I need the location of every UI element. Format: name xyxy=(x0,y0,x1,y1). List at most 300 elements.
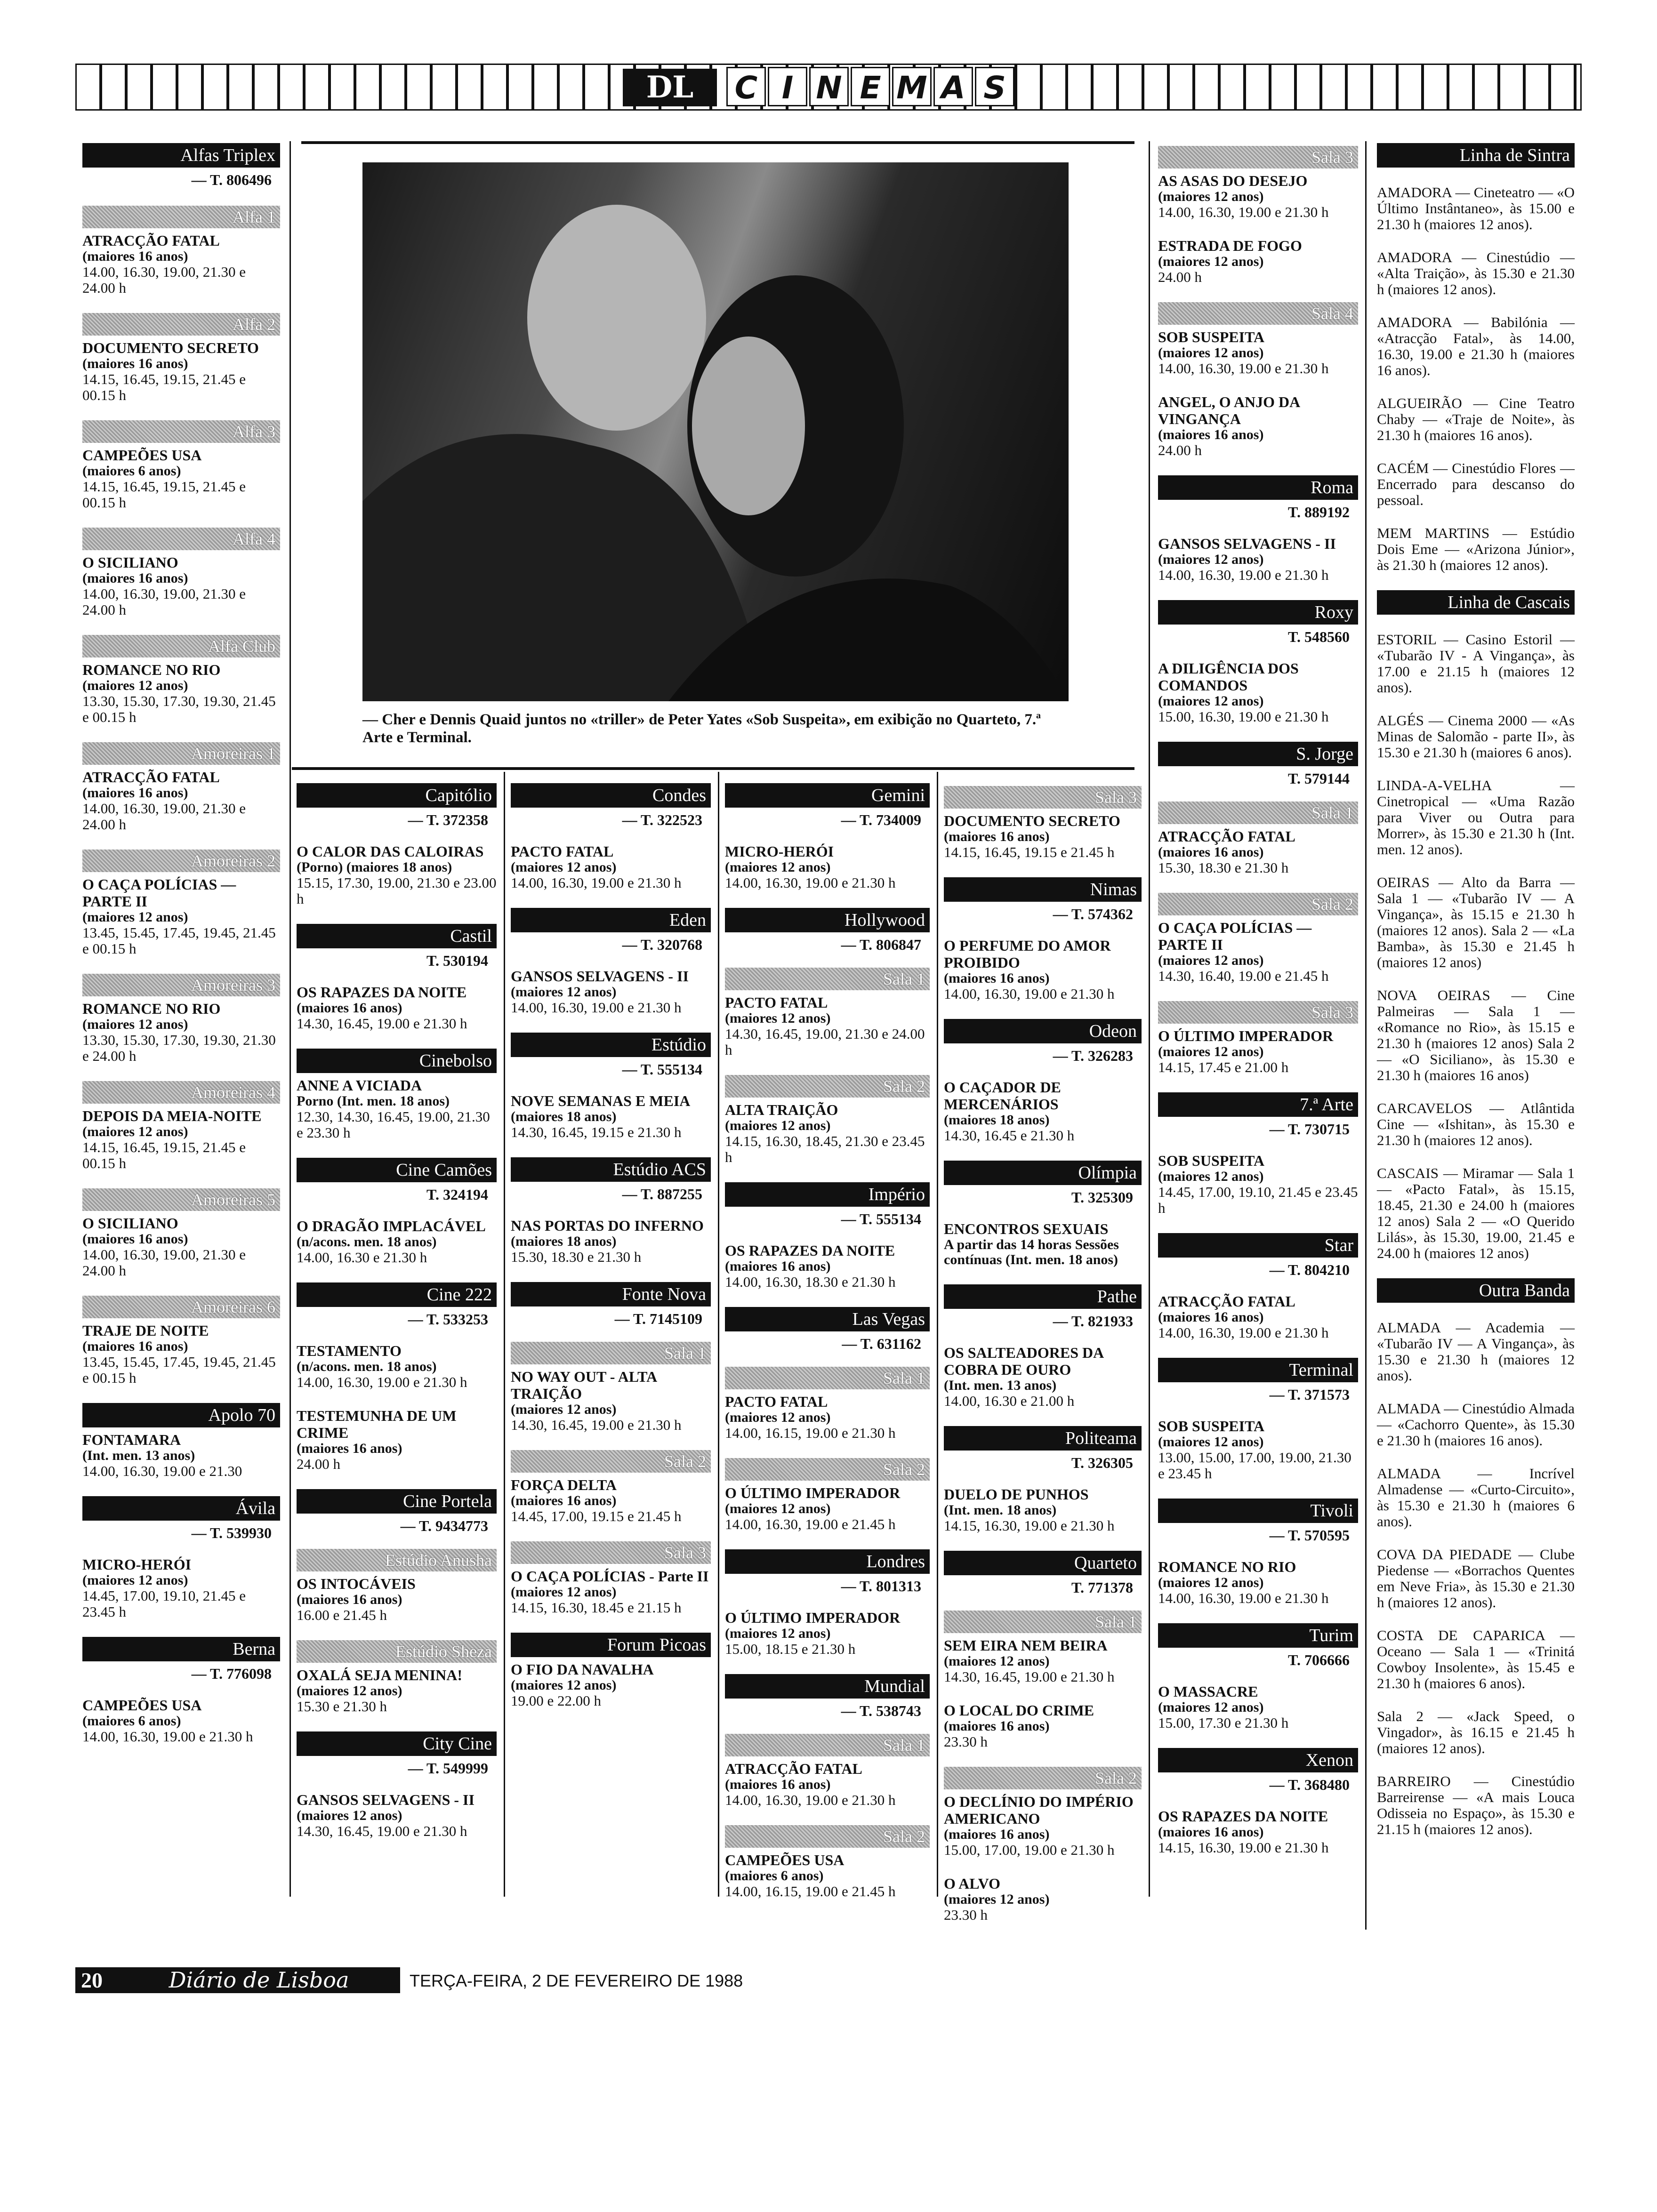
film-title: O FIO DA NAVALHA xyxy=(511,1661,654,1678)
film-title: OS INTOCÁVEIS xyxy=(297,1575,416,1592)
listing-entry xyxy=(1377,249,1575,297)
listing-entry xyxy=(297,1640,497,1715)
film-title: CAMPEÕES USA xyxy=(725,1851,845,1868)
listing-entry xyxy=(1377,1278,1575,1303)
room-header: Sala 2 xyxy=(944,1767,1142,1789)
age-rating: (maiores 12 anos) xyxy=(725,1118,831,1133)
age-rating: (maiores 18 anos) xyxy=(511,1109,617,1124)
listing-column-4 xyxy=(725,777,930,1916)
listing-entry xyxy=(1377,184,1575,232)
regional-listing: ESTORIL — Casino Estoril — «Tubarão IV - A Vingança», às 17.00 e 21.15 h (maiores 12 anos). xyxy=(1377,631,1575,696)
cinema-header: Castil xyxy=(297,924,497,948)
phone-number: — T. 806847 xyxy=(841,936,921,953)
regional-listing: ALGÉS — Cinema 2000 — «As Minas de Salomão - parte II», às 15.30 e 21.30 h (maiores 6 anos). xyxy=(1377,712,1575,761)
film-title: SOB SUSPEITA xyxy=(1158,329,1265,345)
cinema-header: Xenon xyxy=(1158,1748,1358,1772)
room-header: Alfa 3 xyxy=(82,420,280,443)
listing-entry xyxy=(82,528,280,618)
film-title: O ÚLTIMO IMPERADOR xyxy=(725,1484,901,1501)
age-rating: (maiores 12 anos) xyxy=(82,909,188,925)
age-rating: (maiores 16 anos) xyxy=(944,1827,1050,1842)
showtimes: 14.00, 16.30, 19.00 e 21.30 h xyxy=(1158,1590,1329,1606)
listing-entry xyxy=(1158,1092,1358,1216)
regional-listing: AMADORA — Cinestúdio — «Alta Traição», às 15.30 e 21.30 h (maiores 12 anos). xyxy=(1377,249,1575,297)
age-rating: (maiores 12 anos) xyxy=(82,678,188,693)
cinema-header: Fonte Nova xyxy=(511,1282,711,1306)
showtimes: 14.15, 16.45, 19.15 e 21.45 h xyxy=(944,844,1115,860)
film-title: DOCUMENTO SECRETO xyxy=(944,812,1120,829)
showtimes: 13.30, 15.30, 17.30, 19.30, 21.30 e 24.00 h xyxy=(82,1032,276,1064)
room-header: Alfa 2 xyxy=(82,313,280,336)
listing-entry xyxy=(725,1307,930,1441)
listing-entry xyxy=(511,783,711,891)
film-title: ANNE A VICIADA xyxy=(297,1077,422,1094)
listing-entry xyxy=(1158,1358,1358,1482)
regional-listing: MEM MARTINS — Estúdio Dois Eme — «Arizona Júnior», às 21.30 h (maiores 12 anos). xyxy=(1377,525,1575,573)
showtimes: 13.00, 15.00, 17.00, 19.00, 21.30 e 23.45 h xyxy=(1158,1449,1351,1482)
column-rule xyxy=(1365,141,1367,1930)
showtimes: 13.45, 15.45, 17.45, 19.45, 21.45 e 00.15 h xyxy=(82,1354,276,1386)
man-head xyxy=(527,205,706,431)
listing-entry xyxy=(82,313,280,403)
age-rating: (maiores 12 anos) xyxy=(1158,1044,1264,1059)
listing-column-2 xyxy=(297,777,497,1856)
showtimes: 15.00, 18.15 e 21.30 h xyxy=(725,1641,856,1657)
listing-column-1 xyxy=(82,136,280,1762)
listing-entry xyxy=(1158,1499,1358,1606)
phone-number: — T. 555134 xyxy=(841,1210,921,1227)
film-title: DUELO DE PUNHOS xyxy=(944,1486,1089,1503)
film-title: GANSOS SELVAGENS - II xyxy=(511,968,689,985)
showtimes: 14.00, 16.30, 18.30 e 21.30 h xyxy=(725,1274,896,1290)
cinema-header: Linha de Sintra xyxy=(1377,143,1575,168)
issue-date: TERÇA-FEIRA, 2 DE FEVEREIRO DE 1988 xyxy=(410,1971,743,1990)
room-header: Alfa 1 xyxy=(82,206,280,228)
showtimes: 14.00, 16.30, 19.00, 21.30 e 24.00 h xyxy=(82,800,246,833)
age-rating: (maiores 12 anos) xyxy=(1158,1434,1264,1450)
showtimes: 15.30, 18.30 e 21.30 h xyxy=(511,1249,642,1265)
age-rating: (maiores 12 anos) xyxy=(944,1891,1050,1907)
listing-entry xyxy=(1377,395,1575,443)
cinema-header: Tivoli xyxy=(1158,1499,1358,1523)
age-rating: (maiores 16 anos) xyxy=(82,1231,188,1247)
film-title: ROMANCE NO RIO xyxy=(1158,1558,1296,1575)
cinema-header: Forum Picoas xyxy=(511,1633,711,1657)
listing-entry xyxy=(1158,1001,1358,1075)
age-rating: (maiores 12 anos) xyxy=(511,1677,617,1693)
film-title: O DECLÍNIO DO IMPÉRIO AMERICANO xyxy=(944,1793,1134,1827)
room-header: Amoreiras 6 xyxy=(82,1296,280,1318)
listing-entry xyxy=(944,1284,1142,1409)
showtimes: 14.30, 16.45, 19.00, 21.30 e 24.00 h xyxy=(725,1026,925,1058)
phone-number: T. 579144 xyxy=(1288,770,1350,787)
showtimes: 14.00, 16.30, 19.00 e 21.30 h xyxy=(1158,567,1329,583)
listing-entry xyxy=(1377,874,1575,970)
showtimes: 23.30 h xyxy=(944,1907,988,1923)
phone-number: — T. 806496 xyxy=(191,171,272,188)
listing-entry xyxy=(944,1875,1142,1923)
showtimes: 14.00, 16.30, 19.00 e 21.30 h xyxy=(511,874,682,891)
film-title: AS ASAS DO DESEJO xyxy=(1158,172,1308,189)
age-rating: (maiores 16 anos) xyxy=(1158,427,1264,442)
cinema-header: Berna xyxy=(82,1637,280,1661)
listing-entry xyxy=(1158,393,1358,458)
age-rating: (maiores 12 anos) xyxy=(725,1626,831,1641)
room-header: Sala 2 xyxy=(1158,893,1358,915)
showtimes: 14.00, 16.30, 19.00 e 21.30 h xyxy=(511,999,682,1016)
listing-entry xyxy=(1158,475,1358,583)
film-title: O CALOR DAS CALOIRAS xyxy=(297,843,484,860)
listing-entry xyxy=(1377,1547,1575,1611)
showtimes: 14.00, 16.30, 19.00, 21.30 e 24.00 h xyxy=(82,1246,246,1279)
room-header: Sala 1 xyxy=(944,1611,1142,1633)
age-rating: (maiores 16 anos) xyxy=(82,248,188,264)
listing-entry xyxy=(297,1282,497,1390)
film-title: GANSOS SELVAGENS - II xyxy=(297,1791,475,1808)
showtimes: 12.30, 14.30, 16.45, 19.00, 21.30 e 23.30 h xyxy=(297,1108,490,1141)
film-still-photo xyxy=(362,162,1069,701)
listing-entry xyxy=(1377,1773,1575,1837)
age-rating: (maiores 12 anos) xyxy=(1158,1575,1264,1590)
cinema-header: Politeama xyxy=(944,1426,1142,1451)
showtimes: 14.45, 17.00, 19.15 e 21.45 h xyxy=(511,1508,682,1524)
phone-number: — T. 371573 xyxy=(1269,1386,1350,1403)
phone-number: — T. 326283 xyxy=(1053,1047,1133,1064)
regional-listing: ALMADA — Academia — «Tubarão IV — A Vingança», às 15.30 e 21.30 h (maiores 12 anos). xyxy=(1377,1319,1575,1384)
age-rating: (Porno) (maiores 18 anos) xyxy=(297,859,452,875)
film-title: PACTO FATAL xyxy=(725,1393,828,1410)
listing-entry xyxy=(297,1407,497,1472)
showtimes: 14.15, 16.30, 18.45, 21.30 e 23.45 h xyxy=(725,1133,925,1165)
title-letter: C xyxy=(726,67,766,106)
listing-entry xyxy=(511,1157,711,1265)
film-title: PACTO FATAL xyxy=(511,843,614,860)
film-title: GANSOS SELVAGENS - II xyxy=(1158,535,1336,552)
film-title: O CAÇA POLÍCIAS — PARTE II xyxy=(82,876,236,910)
listing-entry xyxy=(297,783,497,907)
cinema-header: Alfas Triplex xyxy=(82,143,280,168)
phone-number: — T. 322523 xyxy=(622,811,702,828)
listing-entry xyxy=(725,908,930,1058)
showtimes: 16.00 e 21.45 h xyxy=(297,1607,387,1623)
age-rating: (maiores 16 anos) xyxy=(944,1718,1050,1734)
regional-listing: COSTA DE CAPARICA — Oceano — Sala 1 — «Trinitá Cowboy Insolente», às 15.45 e 21.30 h (maiores 6 anos). xyxy=(1377,1627,1575,1691)
age-rating: (maiores 12 anos) xyxy=(511,984,617,1000)
age-rating: (maiores 16 anos) xyxy=(82,1338,188,1354)
showtimes: 14.15, 16.45, 19.15, 21.45 e 00.15 h xyxy=(82,371,246,403)
phone-number: T. 530194 xyxy=(426,952,488,969)
showtimes: 23.30 h xyxy=(944,1733,988,1750)
film-title: O ÚLTIMO IMPERADOR xyxy=(725,1609,901,1626)
listing-column-5 xyxy=(944,777,1142,1940)
film-title: O CAÇA POLÍCIAS - Parte II xyxy=(511,1568,709,1585)
title-letter: N xyxy=(809,67,849,106)
regional-listing: Sala 2 — «Jack Speed, o Vingador», às 16.15 e 21.45 h (maiores 12 anos). xyxy=(1377,1708,1575,1756)
showtimes: 14.15, 16.45, 19.15, 21.45 e 00.15 h xyxy=(82,478,246,511)
cinema-header: Turim xyxy=(1158,1623,1358,1648)
cinema-header: Ávila xyxy=(82,1496,280,1521)
listing-entry xyxy=(511,908,711,1016)
listing-entry xyxy=(1377,632,1575,696)
phone-number: — T. 574362 xyxy=(1053,906,1133,922)
film-title: ATRACÇÃO FATAL xyxy=(725,1760,862,1777)
cinema-header: Londres xyxy=(725,1549,930,1574)
age-rating: (maiores 18 anos) xyxy=(944,1112,1050,1128)
listing-entry xyxy=(297,1158,497,1266)
age-rating: (maiores 12 anos) xyxy=(944,1653,1050,1669)
phone-number: — T. 555134 xyxy=(622,1061,702,1078)
cinema-header: Quarteto xyxy=(944,1551,1142,1575)
cinema-header: Roxy xyxy=(1158,600,1358,625)
film-title: ALTA TRAIÇÃO xyxy=(725,1101,838,1118)
age-rating: (maiores 12 anos) xyxy=(511,859,617,875)
listing-entry xyxy=(82,1081,280,1171)
showtimes: 15.00, 17.00, 19.00 e 21.30 h xyxy=(944,1842,1115,1858)
film-title: CAMPEÕES USA xyxy=(82,447,202,464)
age-rating: (Int. men. 13 anos) xyxy=(82,1448,195,1463)
listing-entry xyxy=(725,1458,930,1532)
phone-number: T. 324194 xyxy=(426,1186,488,1203)
listing-entry xyxy=(1377,143,1575,168)
listing-entry xyxy=(1377,987,1575,1083)
film-title: O MASSACRE xyxy=(1158,1683,1258,1700)
film-title: ATRACÇÃO FATAL xyxy=(1158,1293,1295,1310)
film-title: ANGEL, O ANJO DA VINGANÇA xyxy=(1158,393,1300,427)
listing-entry xyxy=(1377,1100,1575,1148)
room-header: Sala 1 xyxy=(1158,801,1358,824)
listing-entry xyxy=(82,1403,280,1479)
showtimes: 14.30, 16.45, 19.00 e 21.30 h xyxy=(944,1668,1115,1685)
listing-column-7 xyxy=(1377,136,1575,1854)
listing-entry xyxy=(82,1296,280,1386)
phone-number: T. 548560 xyxy=(1288,628,1350,645)
film-title: O DRAGÃO IMPLACÁVEL xyxy=(297,1218,486,1234)
title-letter: S xyxy=(975,67,1014,106)
showtimes: 14.30, 16.40, 19.00 e 21.45 h xyxy=(1158,968,1329,984)
film-title: OS RAPAZES DA NOITE xyxy=(725,1242,895,1259)
phone-number: — T. 7145109 xyxy=(614,1310,702,1327)
cinema-header: S. Jorge xyxy=(1158,742,1358,766)
listing-entry xyxy=(944,1551,1142,1685)
listing-entry xyxy=(944,1702,1142,1750)
film-title: ATRACÇÃO FATAL xyxy=(1158,828,1295,845)
regional-listing: NOVA OEIRAS — Cine Palmeiras — Sala 1 — «Romance no Rio», às 15.15 e 21.30 h (maiores 12 anos) Sala 2 — «O Siciliano», às 15.30 e 21.30 h (maiores 16 anos) xyxy=(1377,987,1575,1083)
listing-entry xyxy=(1158,1623,1358,1731)
showtimes: 14.00, 16.30, 19.00, 21.30 e 24.00 h xyxy=(82,585,246,618)
column-rule xyxy=(1149,141,1150,1897)
phone-number: — T. 631162 xyxy=(842,1335,921,1352)
listing-entry xyxy=(1377,460,1575,508)
cinema-header: Las Vegas xyxy=(725,1307,930,1331)
phone-number: — T. 801313 xyxy=(841,1578,921,1595)
room-header: Sala 3 xyxy=(1158,146,1358,168)
cinema-header: Império xyxy=(725,1182,930,1207)
room-header: Sala 1 xyxy=(725,1367,930,1389)
cinema-header: Nimas xyxy=(944,877,1142,902)
showtimes: 13.45, 15.45, 17.45, 19.45, 21.45 e 00.15 h xyxy=(82,924,276,957)
film-title: DOCUMENTO SECRETO xyxy=(82,339,259,356)
showtimes: 14.00, 16.30, 19.00 e 21.30 h xyxy=(82,1728,253,1745)
film-title: OS SALTEADORES DA COBRA DE OURO xyxy=(944,1344,1103,1378)
age-rating: (maiores 16 anos) xyxy=(82,570,188,586)
phone-number: — T. 730715 xyxy=(1269,1121,1350,1138)
listing-entry xyxy=(1158,893,1358,984)
listing-entry xyxy=(1377,525,1575,573)
listing-entry xyxy=(1377,1708,1575,1756)
phone-number: — T. 368480 xyxy=(1269,1776,1350,1793)
cinema-header: Hollywood xyxy=(725,908,930,932)
room-header: Estúdio Sheza xyxy=(297,1640,497,1663)
listing-entry xyxy=(1158,742,1358,876)
film-title: O ALVO xyxy=(944,1875,1000,1892)
showtimes: 24.00 h xyxy=(297,1456,340,1472)
age-rating: (maiores 12 anos) xyxy=(82,1124,188,1139)
film-title: SOB SUSPEITA xyxy=(1158,1418,1265,1435)
room-header: Sala 2 xyxy=(725,1458,930,1481)
phone-number: T. 325309 xyxy=(1071,1189,1133,1206)
listing-entry xyxy=(725,1549,930,1657)
regional-listing: AMADORA — Babilónia — «Atracção Fatal», às 14.00, 16.30, 19.00 e 21.30 h (maiores 16 anos). xyxy=(1377,314,1575,378)
phone-number: — T. 804210 xyxy=(1269,1261,1350,1278)
age-rating: (maiores 12 anos) xyxy=(725,1410,831,1425)
listing-entry xyxy=(82,974,280,1064)
listing-entry xyxy=(725,1674,930,1808)
page-number: 20 xyxy=(75,1967,119,1993)
regional-listing: ALMADA — Incrível Almadense — «Curto-Circuito», às 15.30 e 21.30 h (maiores 6 anos). xyxy=(1377,1465,1575,1530)
phone-number: — T. 549999 xyxy=(408,1760,488,1777)
cinema-header: Mundial xyxy=(725,1674,930,1699)
listing-entry xyxy=(511,1033,711,1140)
phone-number: — T. 776098 xyxy=(191,1665,272,1682)
showtimes: 14.00, 16.30, 19.00 e 21.30 h xyxy=(725,1792,896,1808)
listing-entry xyxy=(944,1426,1142,1534)
cinema-header: Outra Banda xyxy=(1377,1278,1575,1303)
film-title: O ÚLTIMO IMPERADOR xyxy=(1158,1027,1334,1044)
showtimes: 14.00, 16.30, 19.00 e 21.30 h xyxy=(725,874,896,891)
title-letter: A xyxy=(933,67,973,106)
age-rating: (maiores 16 anos) xyxy=(944,970,1050,986)
showtimes: 14.30, 16.45, 19.00 e 21.30 h xyxy=(297,1015,467,1032)
showtimes: 14.15, 16.30, 19.00 e 21.30 h xyxy=(944,1517,1115,1534)
showtimes: 14.00, 16.30, 19.00 e 21.30 h xyxy=(1158,204,1329,220)
listing-entry xyxy=(82,420,280,511)
age-rating: (maiores 16 anos) xyxy=(82,785,188,801)
age-rating: (maiores 12 anos) xyxy=(511,1402,617,1417)
phone-number: — T. 570595 xyxy=(1269,1527,1350,1544)
listing-entry xyxy=(1377,777,1575,858)
phone-number: — T. 320768 xyxy=(622,936,702,953)
listing-entry xyxy=(1377,1466,1575,1530)
film-title: TESTEMUNHA DE UM CRIME xyxy=(297,1407,457,1441)
age-rating: (maiores 12 anos) xyxy=(297,1683,402,1699)
film-title: FONTAMARA xyxy=(82,1431,181,1448)
film-title: OS RAPAZES DA NOITE xyxy=(1158,1808,1328,1825)
listing-entry xyxy=(82,850,280,957)
cinema-header: Cine Portela xyxy=(297,1489,497,1514)
showtimes: 14.30, 16.45, 19.00 e 21.30 h xyxy=(297,1823,467,1839)
regional-listing: OEIRAS — Alto da Barra — Sala 1 — «Tubarão IV — A Vingança», às 15.15 e 21.30 h (maiores 12 anos). Sala 2 — «La Bamba», às 15.30 e 21.45 h (maiores 12 anos) xyxy=(1377,874,1575,970)
age-rating: (maiores 12 anos) xyxy=(1158,953,1264,968)
showtimes: 14.00, 16.30, 19.00 e 21.30 h xyxy=(1158,360,1329,377)
photo-bottom-rule xyxy=(292,767,1134,770)
age-rating: (maiores 16 anos) xyxy=(1158,1824,1264,1840)
film-title: ATRACÇÃO FATAL xyxy=(82,232,220,249)
age-rating: (maiores 12 anos) xyxy=(1158,552,1264,567)
section-title xyxy=(726,67,1016,107)
regional-listing: CACÉM — Cinestúdio Flores — Encerrado para descanso do pessoal. xyxy=(1377,460,1575,508)
film-title: SOB SUSPEITA xyxy=(1158,1152,1265,1169)
listing-entry xyxy=(511,1633,711,1709)
showtimes: 15.00, 16.30, 19.00 e 21.30 h xyxy=(1158,708,1329,725)
listing-entry xyxy=(725,1075,930,1165)
cinema-header: Star xyxy=(1158,1233,1358,1258)
listing-entry xyxy=(82,742,280,833)
age-rating: (Int. men. 18 anos) xyxy=(944,1502,1057,1518)
age-rating: (maiores 12 anos) xyxy=(1158,345,1264,361)
film-title: CAMPEÕES USA xyxy=(82,1697,202,1714)
phone-number: T. 771378 xyxy=(1071,1579,1133,1596)
film-title: O PERFUME DO AMOR PROIBIDO xyxy=(944,937,1111,971)
listing-entry xyxy=(944,1161,1142,1267)
age-rating: (n/acons. men. 18 anos) xyxy=(297,1234,437,1250)
age-rating: (maiores 12 anos) xyxy=(1158,1699,1264,1715)
listing-entry xyxy=(1158,302,1358,377)
showtimes: 14.00, 16.30 e 21.00 h xyxy=(944,1393,1075,1409)
listing-entry xyxy=(1158,146,1358,220)
film-title: ENCONTROS SEXUAIS xyxy=(944,1220,1109,1237)
listing-entry xyxy=(1158,600,1358,725)
room-header: Sala 3 xyxy=(1158,1001,1358,1024)
listing-entry xyxy=(1377,1165,1575,1261)
regional-listing: CASCAIS — Miramar — Sala 1 — «Pacto Fatal», às 15.15, 18.45, 21.30 e 24.00 h (maiores 12 anos) Sala 2 — «O Querido Lilás», às 15.30, 19.00, 21.45 e 24.00 h (maiores 12 anos) xyxy=(1377,1165,1575,1261)
cinema-header: Cine 222 xyxy=(297,1282,497,1307)
film-title: O LOCAL DO CRIME xyxy=(944,1702,1094,1719)
listing-entry xyxy=(1377,590,1575,615)
showtimes: 24.00 h xyxy=(1158,269,1202,285)
age-rating: (maiores 16 anos) xyxy=(297,1441,402,1456)
room-header: Sala 4 xyxy=(1158,302,1358,325)
showtimes: 14.00, 16.15, 19.00 e 21.45 h xyxy=(725,1883,896,1899)
showtimes: 14.45, 17.00, 19.10, 21.45 e 23.45 h xyxy=(1158,1184,1358,1216)
listing-entry xyxy=(944,786,1142,860)
cinema-header: Terminal xyxy=(1158,1358,1358,1382)
listing-entry xyxy=(1158,1748,1358,1856)
film-title: NOVE SEMANAS E MEIA xyxy=(511,1092,691,1109)
age-rating: (maiores 6 anos) xyxy=(82,1713,181,1729)
cinema-header: Cinebolso xyxy=(297,1049,497,1073)
phone-number: — T. 821933 xyxy=(1053,1313,1133,1330)
showtimes: 14.00, 16.30, 19.00 e 21.30 xyxy=(82,1463,242,1479)
listing-entry xyxy=(82,143,280,189)
listing-entry xyxy=(1377,713,1575,761)
film-title: TRAJE DE NOITE xyxy=(82,1322,209,1339)
listing-entry xyxy=(1377,1627,1575,1691)
cinema-header: Eden xyxy=(511,908,711,932)
showtimes: 14.00, 16.30, 19.00 e 21.30 h xyxy=(297,1374,467,1390)
film-title: TESTAMENTO xyxy=(297,1342,402,1359)
listing-entry xyxy=(725,1825,930,1899)
listing-column-3 xyxy=(511,777,711,1726)
age-rating: (maiores 16 anos) xyxy=(1158,844,1264,860)
room-header: Sala 2 xyxy=(725,1075,930,1098)
listing-entry xyxy=(297,924,497,1032)
film-title: SEM EIRA NEM BEIRA xyxy=(944,1637,1108,1654)
cinema-header: Odeon xyxy=(944,1019,1142,1043)
phone-number: — T. 734009 xyxy=(841,811,921,828)
listing-entry xyxy=(725,783,930,891)
room-header: Alfa 4 xyxy=(82,528,280,550)
listing-entry xyxy=(1377,1401,1575,1449)
